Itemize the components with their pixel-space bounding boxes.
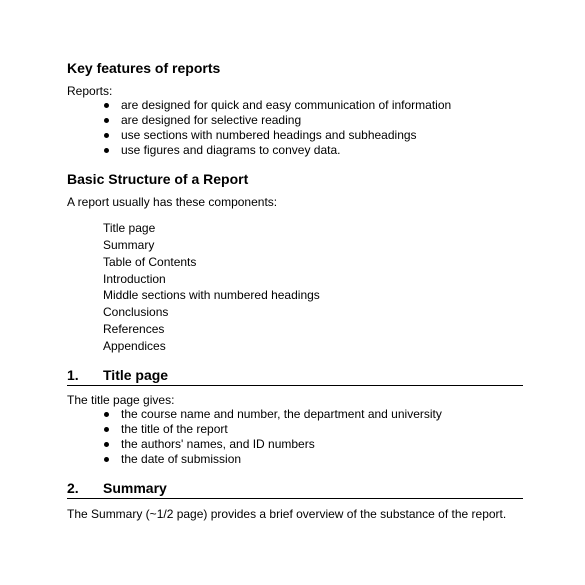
heading-basic-structure: Basic Structure of a Report — [67, 171, 249, 187]
bullet-icon — [104, 412, 109, 417]
heading-key-features: Key features of reports — [67, 60, 221, 76]
summary-text: The Summary (~1/2 page) provides a brief overview of the substance of the report. — [67, 507, 507, 521]
list-item: the date of submission — [104, 452, 442, 467]
list-item: Introduction — [103, 271, 166, 286]
list-item: the authors' names, and ID numbers — [104, 437, 442, 452]
list-item: Table of Contents — [103, 254, 197, 269]
bullet-icon — [104, 118, 109, 123]
heading-summary — [67, 480, 523, 499]
list-item: Conclusions — [103, 305, 169, 320]
bullet-icon — [104, 148, 109, 153]
heading-title-page — [67, 367, 523, 386]
list-item: Appendices — [103, 338, 166, 353]
bullet-icon — [104, 442, 109, 447]
key-features-list — [104, 98, 451, 158]
section-number: 1. — [67, 367, 79, 383]
title-page-list — [104, 407, 442, 467]
components-list — [103, 220, 320, 355]
list-item: are designed for quick and easy communication of information — [104, 98, 451, 113]
list-item: the course name and number, the department and university — [104, 407, 442, 422]
section-title: Summary — [103, 480, 167, 496]
list-item: use figures and diagrams to convey data. — [104, 143, 451, 158]
section-number: 2. — [67, 480, 79, 496]
bullet-icon — [104, 133, 109, 138]
components-intro: A report usually has these components: — [67, 195, 278, 209]
section-title: Title page — [103, 367, 169, 383]
list-item: the title of the report — [104, 422, 442, 437]
list-item: References — [103, 322, 165, 337]
list-item: Title page — [103, 221, 156, 235]
bullet-icon — [104, 427, 109, 432]
list-item: use sections with numbered headings and subheadings — [104, 128, 451, 143]
list-item: Middle sections with numbered headings — [103, 288, 320, 303]
bullet-icon — [104, 103, 109, 108]
title-page-intro: The title page gives: — [67, 393, 175, 407]
list-item: are designed for selective reading — [104, 113, 451, 128]
list-item: Summary — [103, 237, 155, 252]
bullet-icon — [104, 457, 109, 462]
reports-intro: Reports: — [67, 84, 113, 98]
